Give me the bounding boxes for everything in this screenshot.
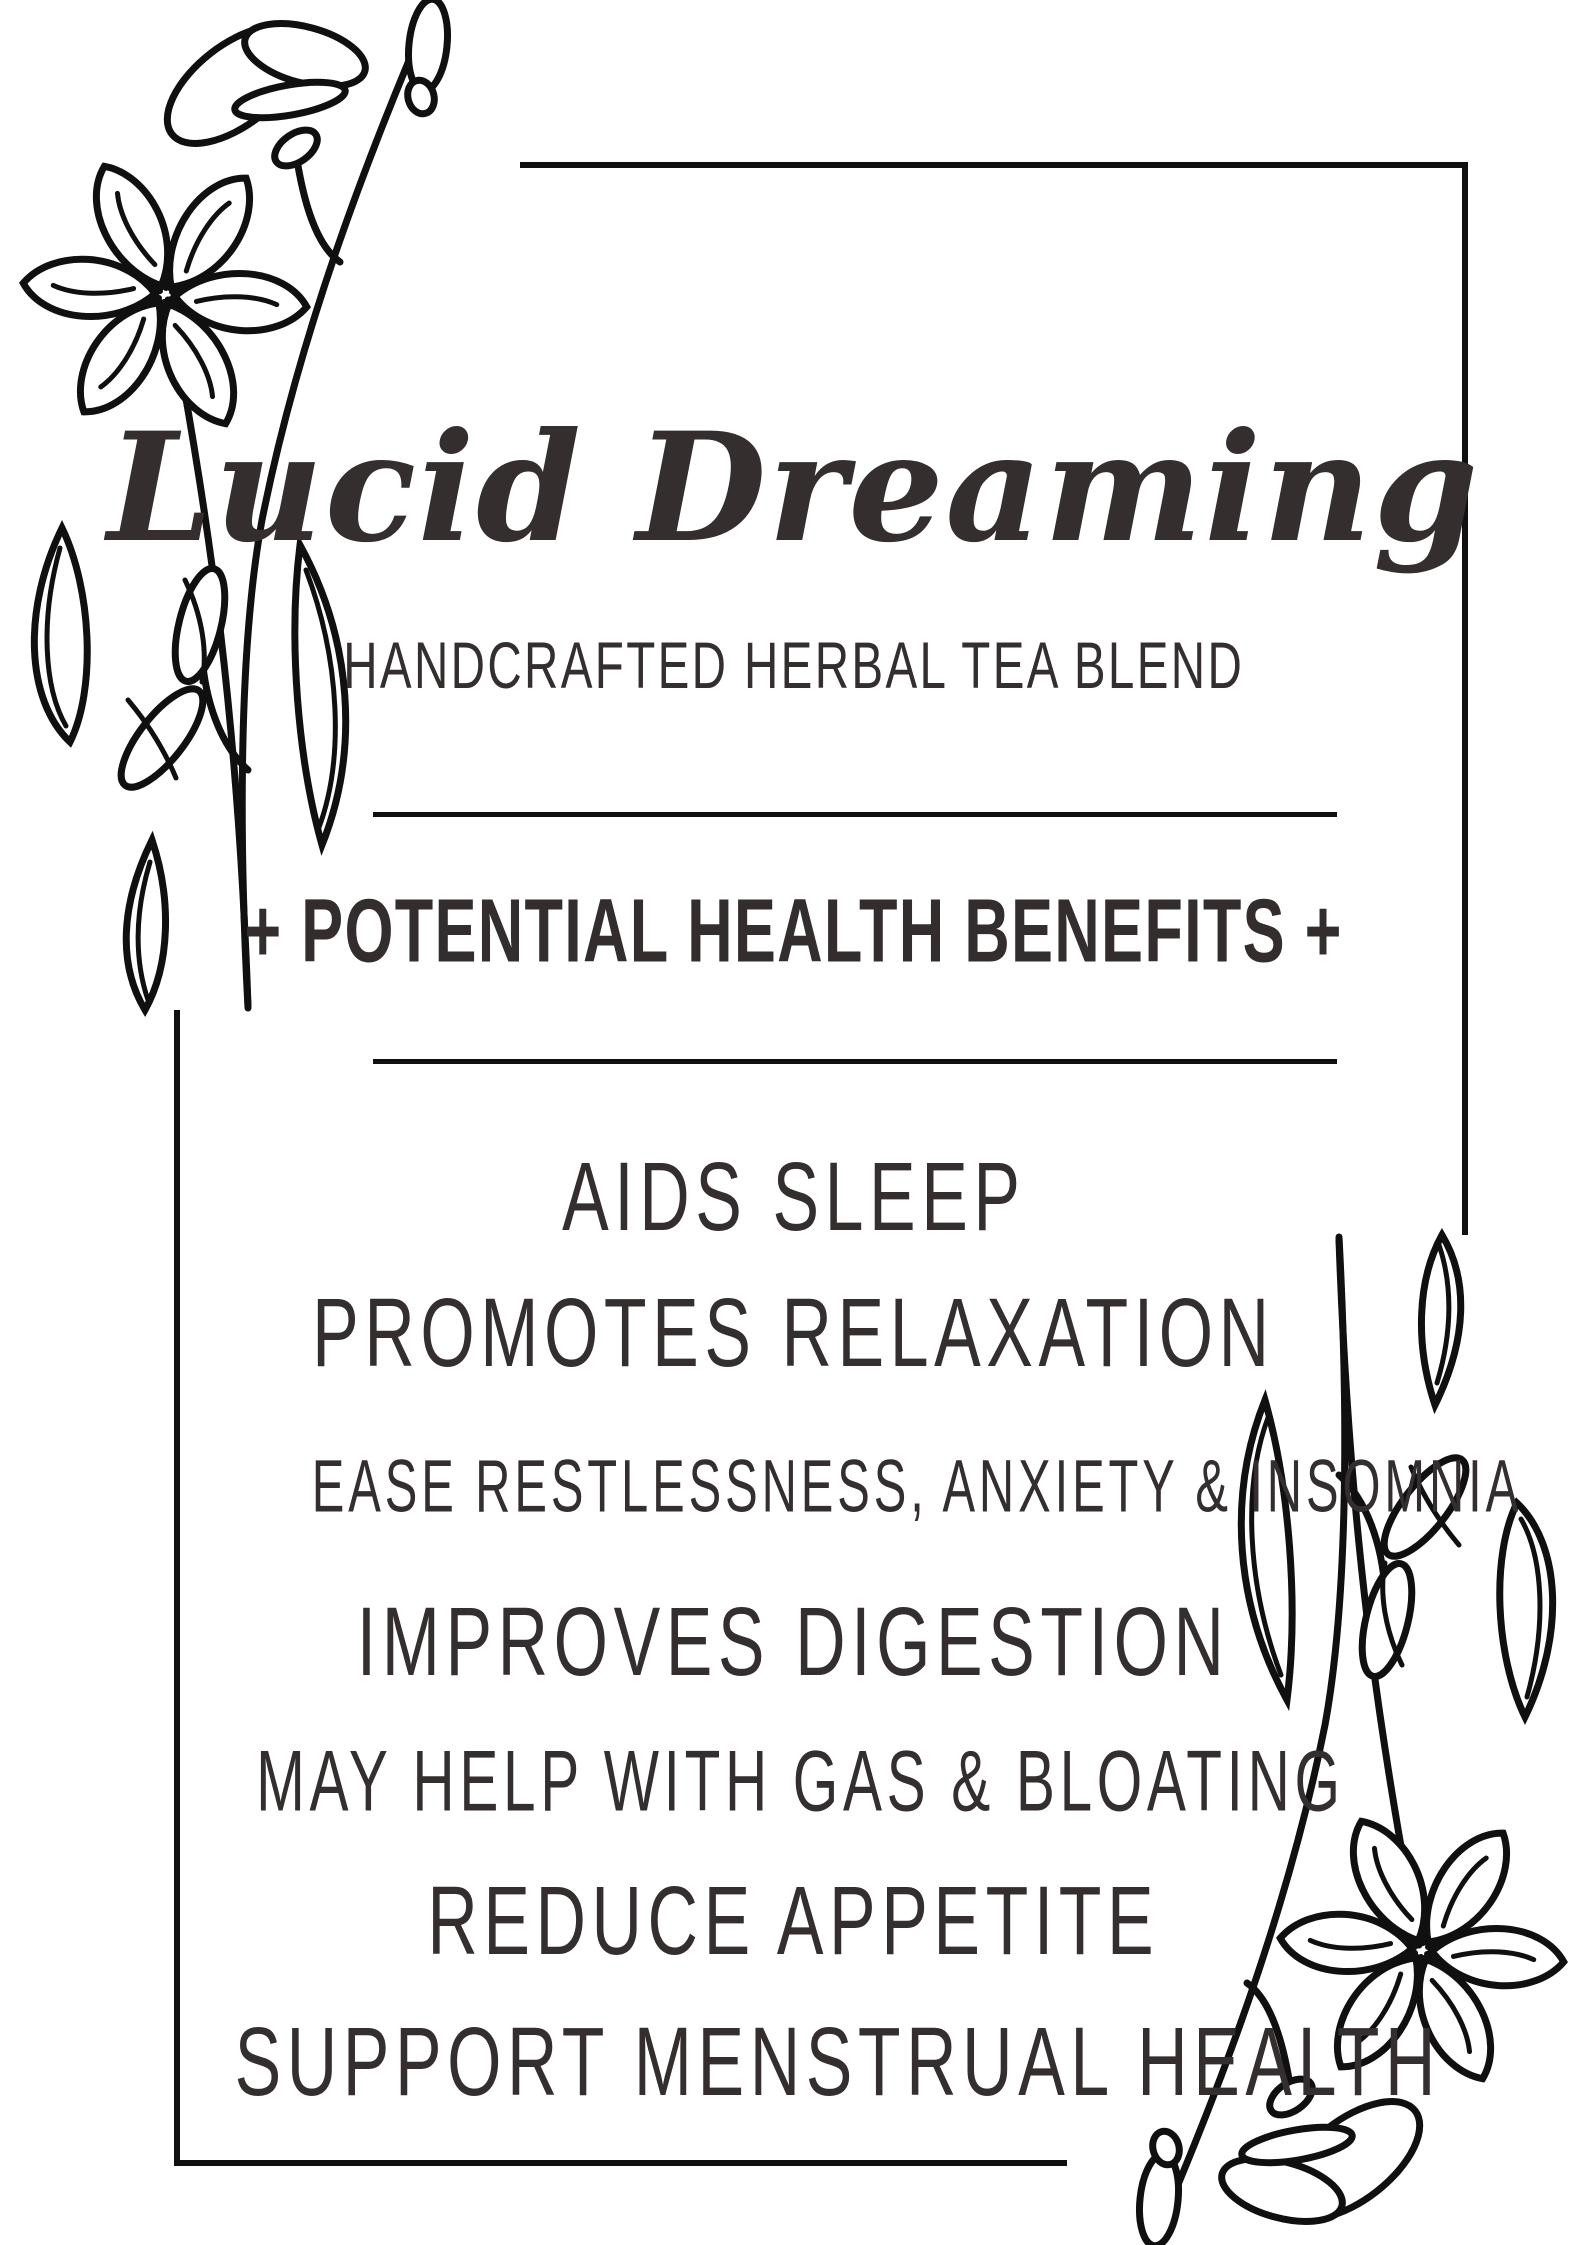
- benefit-line-text: SUPPORT MENSTRUAL HEALTH: [234, 2007, 1442, 2116]
- product-subtitle: [0, 628, 1587, 741]
- product-title-text: Lucid Dreaming: [107, 400, 1480, 576]
- benefit-line: [0, 1444, 1587, 1571]
- benefit-line-text: AIDS SLEEP: [561, 1142, 1026, 1251]
- benefit-line-text: IMPROVES DIGESTION: [357, 1587, 1230, 1696]
- benefit-line-text: MAY HELP WITH GAS & BLOATING: [256, 1733, 1345, 1830]
- benefit-line: [0, 2007, 1587, 2174]
- benefits-header-text: + POTENTIAL HEALTH BENEFITS +: [244, 881, 1343, 982]
- divider-top: [373, 812, 1337, 817]
- benefit-line-text: PROMOTES RELAXATION: [312, 1278, 1275, 1387]
- benefit-line-text: REDUCE APPETITE: [427, 1866, 1160, 1975]
- benefit-line: [0, 1278, 1587, 1445]
- benefits-header: [0, 881, 1587, 1035]
- product-subtitle-text: HANDCRAFTED HERBAL TEA BLEND: [343, 628, 1244, 702]
- divider-bottom: [373, 1059, 1337, 1064]
- benefit-line-text: EASE RESTLESSNESS, ANXIETY & INSOMNIA: [311, 1444, 1523, 1528]
